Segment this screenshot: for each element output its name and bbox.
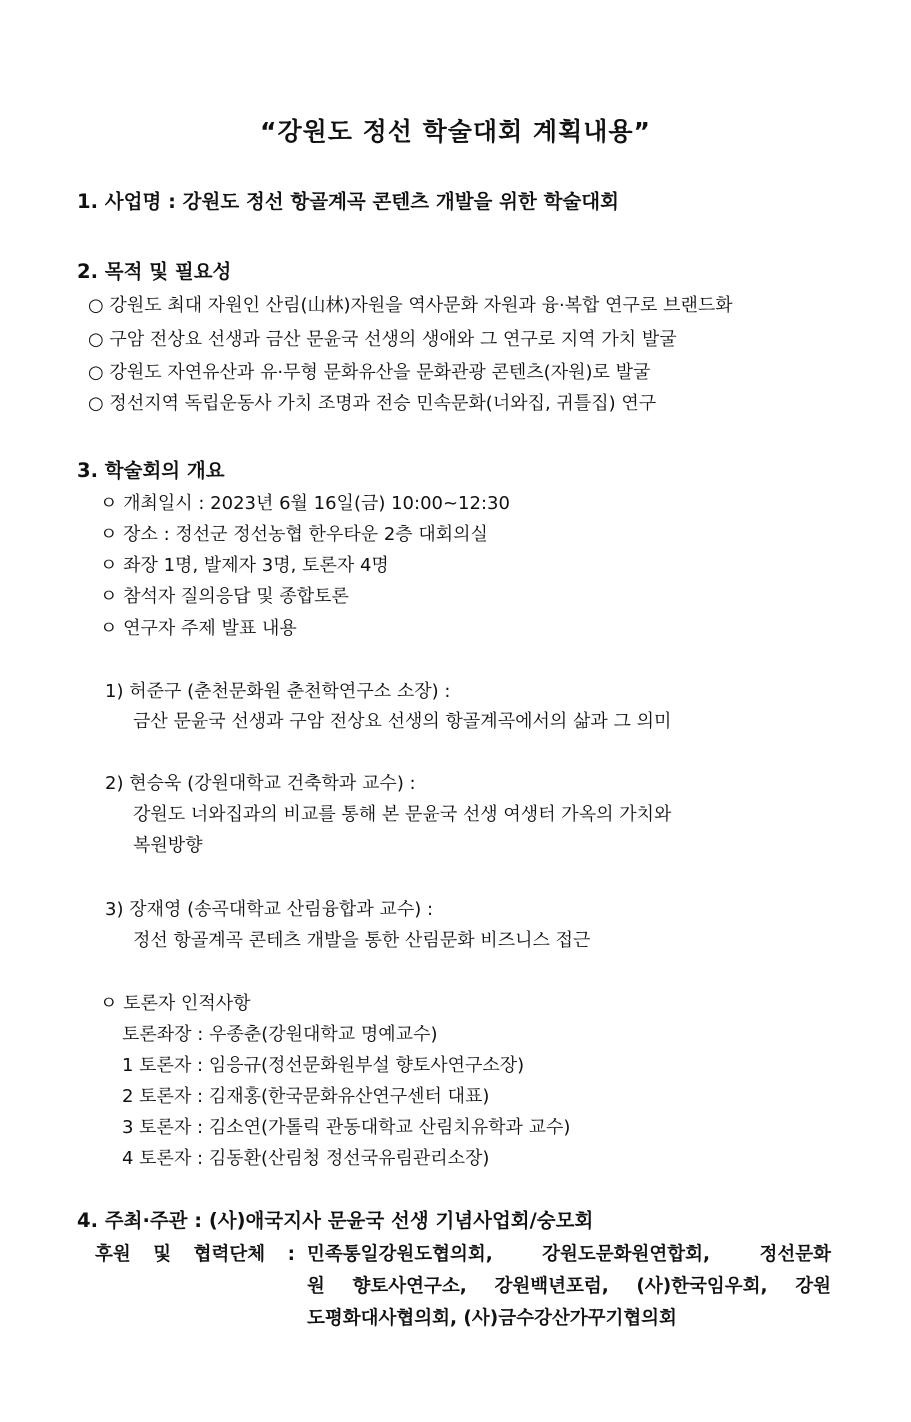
- purpose-item: ○ 강원도 자연유산과 유·무형 문화유산을 문화관광 콘텐츠(자원)로 발굴: [88, 362, 651, 383]
- discussants-heading: ㅇ 토론자 인적사항: [100, 993, 251, 1014]
- presenter-1-name: 1) 허준구 (춘천문화원 춘천학연구소 소장) :: [105, 681, 451, 702]
- overview-item: ㅇ 참석자 질의응답 및 종합토론: [100, 586, 349, 607]
- overview-item: ㅇ 연구자 주제 발표 내용: [100, 618, 297, 639]
- presenter-2-name: 2) 현승욱 (강원대학교 건축학과 교수) :: [105, 773, 416, 794]
- presenter-3-topic: 정선 항골계곡 콘테츠 개발을 통한 산림문화 비즈니스 접근: [133, 930, 591, 951]
- sponsor-label: 후원 및 협력단체 :: [95, 1244, 295, 1265]
- discussant-item: 2 토론자 : 김재홍(한국문화유산연구센터 대표): [122, 1086, 490, 1107]
- sponsor-line: 도평화대사협의회, (사)금수강산가꾸기협의회: [307, 1308, 677, 1329]
- section-4-heading: 4. 주최·주관 : (사)애국지사 문윤국 선생 기념사업회/숭모회: [77, 1209, 594, 1232]
- purpose-item: ○ 강원도 최대 자원인 산림(山林)자원을 역사문화 자원과 융·복합 연구로 브랜드화: [88, 295, 733, 316]
- overview-item: ㅇ 개최일시 : 2023년 6월 16일(금) 10:00~12:30: [100, 493, 510, 514]
- discussant-item: 3 토론자 : 김소연(가톨릭 관동대학교 산림치유학과 교수): [122, 1117, 571, 1138]
- sponsor-line: 원 향토사연구소, 강원백년포럼, (사)한국임우회, 강원: [307, 1276, 831, 1297]
- document-title: “강원도 정선 학술대회 계획내용”: [260, 117, 651, 146]
- section-2-heading: 2. 목적 및 필요성: [77, 260, 232, 283]
- sponsor-line: 민족통일강원도협의회, 강원도문화원연합회, 정선문화: [307, 1244, 831, 1265]
- overview-item: ㅇ 좌장 1명, 발제자 3명, 토론자 4명: [100, 555, 389, 576]
- overview-item: ㅇ 장소 : 정선군 정선농협 한우타운 2층 대회의실: [100, 524, 488, 545]
- presenter-2-topic: 복원방향: [133, 835, 203, 856]
- presenter-1-topic: 금산 문윤국 선생과 구암 전상요 선생의 항골계곡에서의 삶과 그 의미: [133, 711, 672, 732]
- section-3-heading: 3. 학술회의 개요: [77, 459, 225, 482]
- discussant-item: 4 토론자 : 김동환(산림청 정선국유림관리소장): [122, 1148, 490, 1169]
- presenter-2-topic: 강원도 너와집과의 비교를 통해 본 문윤국 선생 여생터 가옥의 가치와: [133, 804, 672, 825]
- discussant-item: 토론좌장 : 우종춘(강원대학교 명예교수): [122, 1024, 438, 1045]
- discussant-item: 1 토론자 : 임응규(정선문화원부설 향토사연구소장): [122, 1055, 525, 1076]
- section-1-heading: 1. 사업명 : 강원도 정선 항골계곡 콘텐츠 개발을 위한 학술대회: [77, 190, 619, 213]
- purpose-item: ○ 구암 전상요 선생과 금산 문윤국 선생의 생애와 그 연구로 지역 가치 발굴: [88, 329, 677, 350]
- presenter-3-name: 3) 장재영 (송곡대학교 산림융합과 교수) :: [105, 899, 434, 920]
- purpose-item: ○ 정선지역 독립운동사 가치 조명과 전승 민속문화(너와집, 귀틀집) 연구: [88, 393, 657, 414]
